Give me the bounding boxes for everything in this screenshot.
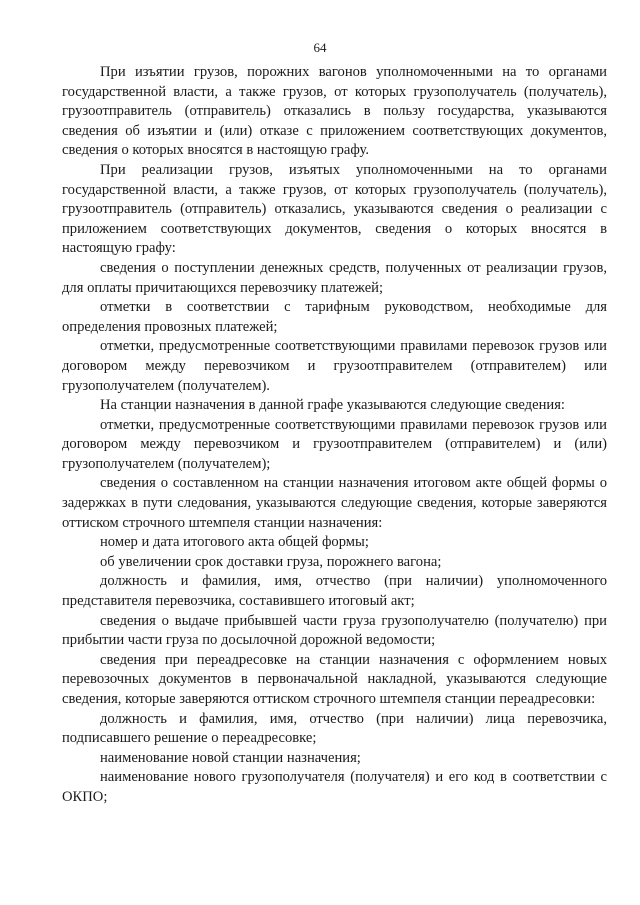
paragraph: должность и фамилия, имя, отчество (при наличии) уполномоченного представителя перевозчика, составившего итоговый акт; [62,573,607,610]
paragraph: сведения о составленном на станции назначения итоговом акте общей формы о задержках в пути следования, указываются следующие сведения, которые заверяются оттиском строчного штемпеля станции назначения: [62,475,607,531]
paragraph: наименование новой станции назначения; [100,749,361,766]
paragraph: отметки, предусмотренные соответствующими правилами перевозок грузов или договором между перевозчиком и грузоотправителем (отправителем) или грузополучателем (получателем). [62,338,607,394]
paragraph: На станции назначения в данной графе указываются следующие сведения: [100,397,565,414]
paragraph: наименование нового грузополучателя (получателя) и его код в соответствии с ОКПО; [62,769,607,805]
paragraph: сведения при переадресовке на станции назначения с оформлением новых перевозочных документов в первоначальной накладной, указываются следующие сведения, которые заверяются оттиском строчного штемпеля станции переадресовки: [62,651,607,707]
paragraph: отметки, предусмотренные соответствующими правилами перевозок грузов или договором между перевозчиком и грузоотправителем (отправителем) и (или) грузополучателем (получателем); [62,416,607,472]
paragraph: При реализации грузов, изъятых уполномоченными на то органами государственной власти, а также грузов, от которых грузополучатель (получатель), грузоотправитель (отправитель) отказались, указываются сведения о реализации с приложением соответствующих документов, сведения о которых вносятся в настоящую графу: [62,161,607,257]
paragraph: сведения о выдаче прибывшей части груза грузополучателю (получателю) при прибытии части груза по досылочной дорожной ведомости; [62,612,607,649]
page-number: 64 [313,40,327,55]
paragraph: сведения о поступлении денежных средств, полученных от реализации грузов, для оплаты причитающихся перевозчику платежей; [62,259,607,296]
paragraph: При изъятии грузов, порожних вагонов уполномоченными на то органами государственной власти, а также грузов, от которых грузополучатель (получатель), грузоотправитель (отправитель) отказались в пользу государства, указываются сведения об изъятии и (или) отказе с приложением соответствующих документов, сведения о которых вносятся в настоящую графу. [62,64,607,159]
paragraph: номер и дата итогового акта общей формы; [100,534,369,551]
paragraph: отметки в соответствии с тарифным руководством, необходимые для определения провозных платежей; [62,299,607,335]
paragraph: должность и фамилия, имя, отчество (при наличии) лица перевозчика, подписавшего решение о переадресовке; [62,710,607,747]
paragraph: об увеличении срок доставки груза, порожнего вагона; [100,553,442,570]
body-text [62,63,607,808]
